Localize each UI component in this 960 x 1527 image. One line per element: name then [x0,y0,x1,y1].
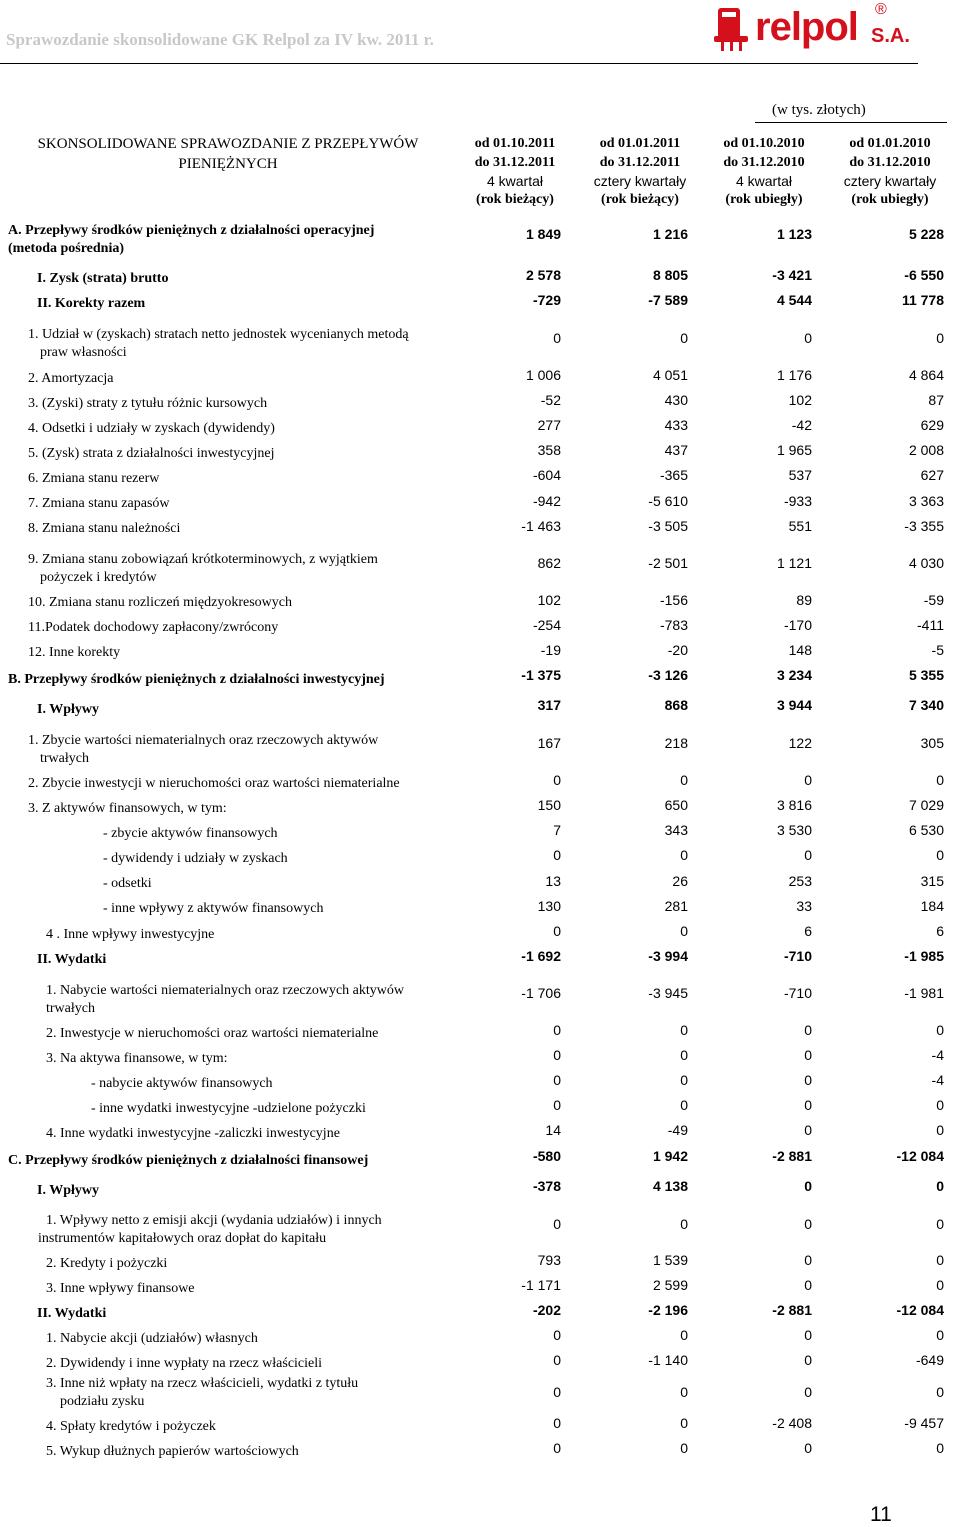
row-value-col4: 0 [936,1384,944,1400]
row-value-col3: 148 [788,642,812,658]
row-label-line: II. Korekty razem [37,296,146,311]
row-label [46,1330,258,1348]
row-label-line: 2. Inwestycje w nieruchomości oraz wartości niematerialne [46,1026,379,1041]
row-label [8,222,374,258]
row-value-col1: 0 [553,847,561,863]
row-value-col3: 0 [804,1178,812,1194]
row-value-col2: -7 589 [648,292,688,308]
row-label-line: - odsetki [103,876,152,891]
row-value-col1: -604 [532,467,561,483]
row-label [8,671,385,689]
row-value-col2: 433 [664,417,688,433]
row-label [8,1152,368,1170]
row-value-col1: -1 375 [521,667,561,683]
row-value-col1: 0 [553,1327,561,1343]
row-value-col4: 0 [936,1097,944,1113]
row-label-line: podziału zysku [60,1394,145,1409]
row-value-col4: 315 [920,873,944,889]
row-label [28,495,170,513]
row-label-line: 1. Zbycie wartości niematerialnych oraz rzeczowych aktywów [28,733,379,748]
row-value-col4: 0 [936,772,944,788]
column-header-from: od 01.01.2011 [599,136,681,151]
row-value-col3: 551 [788,518,812,534]
row-label [37,701,99,719]
row-label-line: pożyczek i kredytów [40,570,157,585]
row-value-col3: 253 [788,873,812,889]
column-header-to: do 31.12.2010 [723,154,805,170]
row-value-col2: 0 [680,1440,688,1456]
row-label-line: trwałych [46,1001,95,1016]
row-value-col1: 0 [553,1047,561,1063]
row-label-line: 1. Nabycie akcji (udziałów) własnych [46,1331,258,1346]
row-value-col4: -12 084 [896,1302,944,1318]
column-header-ytd-2010 [828,135,952,209]
row-value-col4: 0 [936,1022,944,1038]
logo-suffix: S.A. [871,25,910,47]
row-label [28,395,267,413]
row-value-col4: 0 [936,1122,944,1138]
column-header-q4-2011 [453,135,577,209]
row-label-line: - nabycie aktywów finansowych [91,1076,273,1091]
row-value-col2: 2 599 [652,1277,688,1293]
row-value-col3: 1 965 [776,442,812,458]
row-value-col1: 0 [553,1384,561,1400]
row-value-col2: 26 [672,873,688,889]
row-value-col1: 317 [537,697,561,713]
column-header-year: (rok ubiegły) [725,191,803,207]
row-value-col3: -710 [783,985,812,1001]
row-label [46,1050,228,1068]
row-label-line: 2. Zbycie inwestycji w nieruchomości oraz wartości niematerialne [28,776,400,791]
row-label-line: 2. Amortyzacja [28,371,114,386]
row-label [28,445,274,463]
row-value-col1: 277 [537,417,561,433]
column-header-to: do 31.12.2010 [849,154,931,170]
row-label-line: I. Wpływy [37,702,99,717]
column-header-year: (rok bieżący) [476,191,554,207]
row-value-col3: 0 [804,1440,812,1456]
row-value-col1: 1 849 [525,226,561,242]
row-value-col4: 0 [936,1178,944,1194]
row-label-line: C. Przepływy środków pieniężnych z działalności finansowej [8,1153,369,1168]
row-label [28,800,227,818]
row-value-col4: 4 030 [908,555,944,571]
row-value-col4: 0 [936,847,944,863]
row-label [28,594,292,612]
row-value-col3: 6 [804,923,812,939]
row-label-line: 10. Zmiana stanu rozliczeń międzyokresowych [28,595,292,610]
row-value-col3: -3 421 [772,267,812,283]
row-value-col1: 0 [553,1216,561,1232]
row-value-col1: 793 [537,1252,561,1268]
row-value-col3: 3 816 [776,797,812,813]
row-label-line: I. Zysk (strata) brutto [37,271,169,286]
row-label [46,982,404,1018]
row-label-line: 4. Inne wydatki inwestycyjne -zaliczki inwestycyjne [46,1126,340,1141]
row-label-line: trwałych [40,751,89,766]
row-label-line: 5. (Zysk) strata z działalności inwestycyjnej [28,446,275,461]
row-value-col2: 437 [664,442,688,458]
row-value-col3: 0 [804,847,812,863]
column-header-period: cztery kwartały [843,173,937,189]
row-value-col3: 0 [804,1252,812,1268]
row-value-col2: -3 945 [648,985,688,1001]
row-value-col4: -649 [915,1352,944,1368]
row-value-col1: -729 [532,292,561,308]
row-label [46,1125,340,1143]
row-value-col1: 7 [553,822,561,838]
row-label-line: B. Przepływy środków pieniężnych z działalności inwestycyjnej [8,672,385,687]
row-value-col2: 0 [680,1216,688,1232]
row-value-col2: -3 505 [648,518,688,534]
row-value-col3: 0 [804,1277,812,1293]
row-value-col3: 33 [796,898,812,914]
row-value-col3: 0 [804,772,812,788]
row-value-col2: 0 [680,772,688,788]
row-label-line: I. Wpływy [37,1183,99,1198]
row-value-col1: 0 [553,923,561,939]
row-label [28,644,120,662]
row-value-col1: 0 [553,1352,561,1368]
row-label-line: II. Wydatki [37,952,107,967]
row-value-col2: 4 138 [652,1178,688,1194]
page-number: 11 [870,1503,892,1526]
row-label [28,551,378,587]
row-value-col4: -6 550 [904,267,944,283]
row-label [28,326,409,362]
row-value-col3: 0 [804,330,812,346]
row-value-col3: 537 [788,467,812,483]
row-label-line: 3. Inne niż wpłaty na rzecz właścicieli, wydatki z tytułu [46,1376,359,1391]
row-value-col3: 102 [788,392,812,408]
row-value-col3: 3 530 [776,822,812,838]
row-label [91,1100,366,1118]
row-label-line: - inne wpływy z aktywów finansowych [103,901,324,916]
row-value-col2: -5 610 [648,493,688,509]
row-label [28,520,180,538]
row-value-col3: 0 [804,1122,812,1138]
statement-title [8,134,448,174]
row-value-col4: -59 [923,592,944,608]
row-value-col4: 184 [920,898,944,914]
row-label [46,1418,216,1436]
row-label [46,1375,358,1411]
row-value-col3: 0 [804,1072,812,1088]
row-value-col3: 0 [804,1352,812,1368]
row-label [28,775,400,793]
row-value-col1: -254 [532,617,561,633]
row-label-line: 4. Spłaty kredytów i pożyczek [46,1419,216,1434]
row-value-col4: -4 [931,1047,944,1063]
row-value-col3: 1 176 [776,367,812,383]
row-value-col4: -1 981 [904,985,944,1001]
row-value-col2: -3 126 [648,667,688,683]
row-value-col2: -156 [659,592,688,608]
row-value-col1: 2 578 [525,267,561,283]
row-value-col1: -52 [540,392,561,408]
row-label-line: 2. Dywidendy i inne wypłaty na rzecz właścicieli [46,1356,323,1371]
row-value-col4: 2 008 [908,442,944,458]
row-value-col1: 1 006 [525,367,561,383]
column-header-period: 4 kwartał [486,173,544,189]
relay-icon [712,6,752,52]
row-value-col2: 0 [680,847,688,863]
row-value-col4: 0 [936,1327,944,1343]
row-value-col2: -1 140 [648,1352,688,1368]
relpol-logo [712,2,912,56]
row-value-col2: 0 [680,330,688,346]
row-label [28,470,159,488]
row-value-col1: 0 [553,772,561,788]
row-value-col3: 3 944 [776,697,812,713]
row-value-col3: -2 881 [772,1302,812,1318]
row-value-col4: 627 [920,467,944,483]
column-header-from: od 01.01.2010 [849,136,931,151]
row-value-col3: 0 [804,1022,812,1038]
row-value-col3: -42 [791,417,812,433]
row-label [37,951,106,969]
column-header-to: do 31.12.2011 [599,154,681,170]
row-label-line: II. Wydatki [37,1306,107,1321]
row-value-col1: -1 692 [521,948,561,964]
row-label-line: praw własności [40,345,127,360]
row-value-col4: 0 [936,1440,944,1456]
row-label-line: 3. Na aktywa finansowe, w tym: [46,1051,228,1066]
row-label [37,1182,99,1200]
row-label [37,295,145,313]
column-header-q4-2010 [702,135,826,209]
row-value-col4: -411 [917,617,944,633]
row-label [103,900,323,918]
row-value-col2: 1 539 [652,1252,688,1268]
row-value-col2: -49 [667,1122,688,1138]
row-label [28,370,114,388]
row-value-col1: 102 [537,592,561,608]
row-value-col2: 0 [680,923,688,939]
row-value-col3: 122 [788,735,812,751]
row-value-col3: 4 544 [776,292,812,308]
row-label [37,1305,106,1323]
row-value-col1: -378 [532,1178,561,1194]
unit-note: (w tys. złotych) [772,102,866,118]
row-value-col2: 4 051 [652,367,688,383]
row-value-col4: 7 340 [908,697,944,713]
row-label-line: 8. Zmiana stanu należności [28,521,181,536]
row-value-col1: 0 [553,1022,561,1038]
row-value-col2: 868 [664,697,688,713]
row-label-line: 3. (Zyski) straty z tytułu różnic kursowych [28,396,268,411]
row-label-line: 3. Z aktywów finansowych, w tym: [28,801,227,816]
logo-wordmark: relpol [755,5,858,49]
row-value-col4: 5 355 [908,667,944,683]
row-label [28,732,378,768]
row-label [46,1443,299,1461]
row-label [46,926,214,944]
row-value-col3: -2 881 [772,1148,812,1164]
statement-title-line2: PIENIĘŻNYCH [178,156,278,172]
row-value-col2: 1 216 [652,226,688,242]
row-value-col4: -9 457 [904,1415,944,1431]
row-value-col1: 0 [553,1440,561,1456]
row-label-line: instrumentów kapitałowych oraz dopłat do kapitału [38,1231,327,1246]
row-value-col1: 167 [537,735,561,751]
row-value-col1: 130 [537,898,561,914]
row-value-col1: -942 [532,493,561,509]
row-value-col4: 4 864 [908,367,944,383]
row-value-col2: 343 [664,822,688,838]
row-value-col1: -202 [532,1302,561,1318]
row-value-col2: -3 994 [648,948,688,964]
row-label-line: 9. Zmiana stanu zobowiązań krótkoterminowych, z wyjątkiem [28,552,378,567]
row-label [28,619,278,637]
row-value-col4: 0 [936,330,944,346]
row-value-col4: 5 228 [908,226,944,242]
row-value-col3: 1 121 [776,555,812,571]
row-value-col2: 0 [680,1097,688,1113]
column-header-period: cztery kwartały [593,173,687,189]
row-value-col1: -1 706 [521,985,561,1001]
row-value-col2: -2 196 [648,1302,688,1318]
row-label-line: 2. Kredyty i pożyczki [46,1256,168,1271]
row-value-col2: -783 [659,617,688,633]
row-value-col4: 629 [920,417,944,433]
row-value-col1: 0 [553,1097,561,1113]
row-value-col2: -2 501 [648,555,688,571]
row-label [46,1255,167,1273]
row-label-line: A. Przepływy środków pieniężnych z działalności operacyjnej [8,223,375,238]
row-value-col4: 305 [920,735,944,751]
row-label [46,1280,195,1298]
row-value-col2: 0 [680,1047,688,1063]
registered-mark: ® [875,1,887,18]
row-value-col2: 0 [680,1384,688,1400]
row-label-line: 7. Zmiana stanu zapasów [28,496,170,511]
statement-title-line1: SKONSOLIDOWANE SPRAWOZDANIE Z PRZEPŁYWÓW [37,136,419,152]
row-value-col2: 281 [664,898,688,914]
row-value-col3: 0 [804,1216,812,1232]
row-value-col2: 8 805 [652,267,688,283]
row-value-col1: 150 [537,797,561,813]
row-value-col3: 0 [804,1327,812,1343]
row-value-col1: 0 [553,1415,561,1431]
row-label [37,270,168,288]
row-label-line: - dywidendy i udziały w zyskach [103,851,288,866]
row-value-col4: 6 530 [908,822,944,838]
column-header-ytd-2011 [578,135,702,209]
row-value-col4: 0 [936,1216,944,1232]
row-label [91,1075,273,1093]
row-value-col4: 0 [936,1277,944,1293]
row-value-col3: -933 [783,493,812,509]
row-label [28,420,275,438]
row-label [103,850,288,868]
column-header-year: (rok ubiegły) [851,191,929,207]
row-label-line: 3. Inne wpływy finansowe [46,1281,195,1296]
row-value-col2: 0 [680,1022,688,1038]
row-value-col1: 0 [553,330,561,346]
row-value-col1: 14 [545,1122,561,1138]
row-label-line: 5. Wykup dłużnych papierów wartościowych [46,1444,299,1459]
row-value-col2: 0 [680,1415,688,1431]
row-value-col3: 89 [796,592,812,608]
document-header-title: Sprawozdanie skonsolidowane GK Relpol za IV kw. 2011 r. [6,30,434,49]
column-header-year: (rok bieżący) [601,191,679,207]
row-value-col4: -4 [931,1072,944,1088]
row-value-col1: -580 [532,1148,561,1164]
row-value-col1: 862 [537,555,561,571]
row-label [46,1025,378,1043]
row-label-line: (metoda pośrednia) [8,241,125,256]
row-value-col3: 0 [804,1097,812,1113]
row-value-col4: 87 [928,392,944,408]
row-label [46,1355,322,1373]
row-value-col3: -710 [783,948,812,964]
row-value-col1: 13 [545,873,561,889]
row-value-col2: 1 942 [652,1148,688,1164]
row-value-col2: 430 [664,392,688,408]
row-value-col3: -2 408 [772,1415,812,1431]
row-label [103,825,278,843]
row-value-col4: -12 084 [896,1148,944,1164]
row-value-col1: -1 171 [521,1277,561,1293]
row-label-line: - zbycie aktywów finansowych [103,826,278,841]
row-value-col4: 11 778 [901,292,944,308]
row-value-col4: 0 [936,1252,944,1268]
row-value-col1: 358 [537,442,561,458]
unit-underline [755,122,947,123]
row-value-col3: 0 [804,1384,812,1400]
row-label-line: - inne wydatki inwestycyjne -udzielone pożyczki [91,1101,366,1116]
row-value-col2: 218 [664,735,688,751]
row-value-col4: 7 029 [908,797,944,813]
row-value-col2: 0 [680,1327,688,1343]
row-value-col3: 1 123 [776,226,812,242]
row-value-col4: -1 985 [904,948,944,964]
row-label-line: 11.Podatek dochodowy zapłacony/zwrócony [28,620,279,635]
row-label-line: 12. Inne korekty [28,645,121,660]
row-value-col1: -19 [540,642,561,658]
row-value-col3: 3 234 [776,667,812,683]
row-label [103,875,152,893]
row-label-line: 4. Odsetki i udziały w zyskach (dywidendy) [28,421,275,436]
column-header-from: od 01.10.2010 [723,136,805,151]
column-header-to: do 31.12.2011 [474,154,556,170]
row-value-col1: -1 463 [521,518,561,534]
row-label-line: 6. Zmiana stanu rezerw [28,471,160,486]
row-label-line: 1. Udział w (zyskach) stratach netto jednostek wycenianych metodą [28,327,409,342]
row-label-line: 1. Wpływy netto z emisji akcji (wydania udziałów) i innych [46,1213,382,1228]
row-label-line: 4 . Inne wpływy inwestycyjne [46,927,215,942]
row-value-col2: -20 [667,642,688,658]
row-value-col3: -170 [783,617,812,633]
row-value-col2: 650 [664,797,688,813]
row-label [38,1212,382,1248]
row-value-col4: 6 [936,923,944,939]
row-value-col4: 3 363 [908,493,944,509]
row-value-col4: -3 355 [904,518,944,534]
row-value-col3: 0 [804,1047,812,1063]
column-header-from: od 01.10.2011 [474,136,556,151]
header-rule [0,63,918,64]
row-value-col2: -365 [659,467,688,483]
row-value-col2: 0 [680,1072,688,1088]
row-value-col1: 0 [553,1072,561,1088]
column-header-period: 4 kwartał [735,173,793,189]
row-label-line: 1. Nabycie wartości niematerialnych oraz rzeczowych aktywów [46,983,405,998]
row-value-col4: -5 [931,642,944,658]
